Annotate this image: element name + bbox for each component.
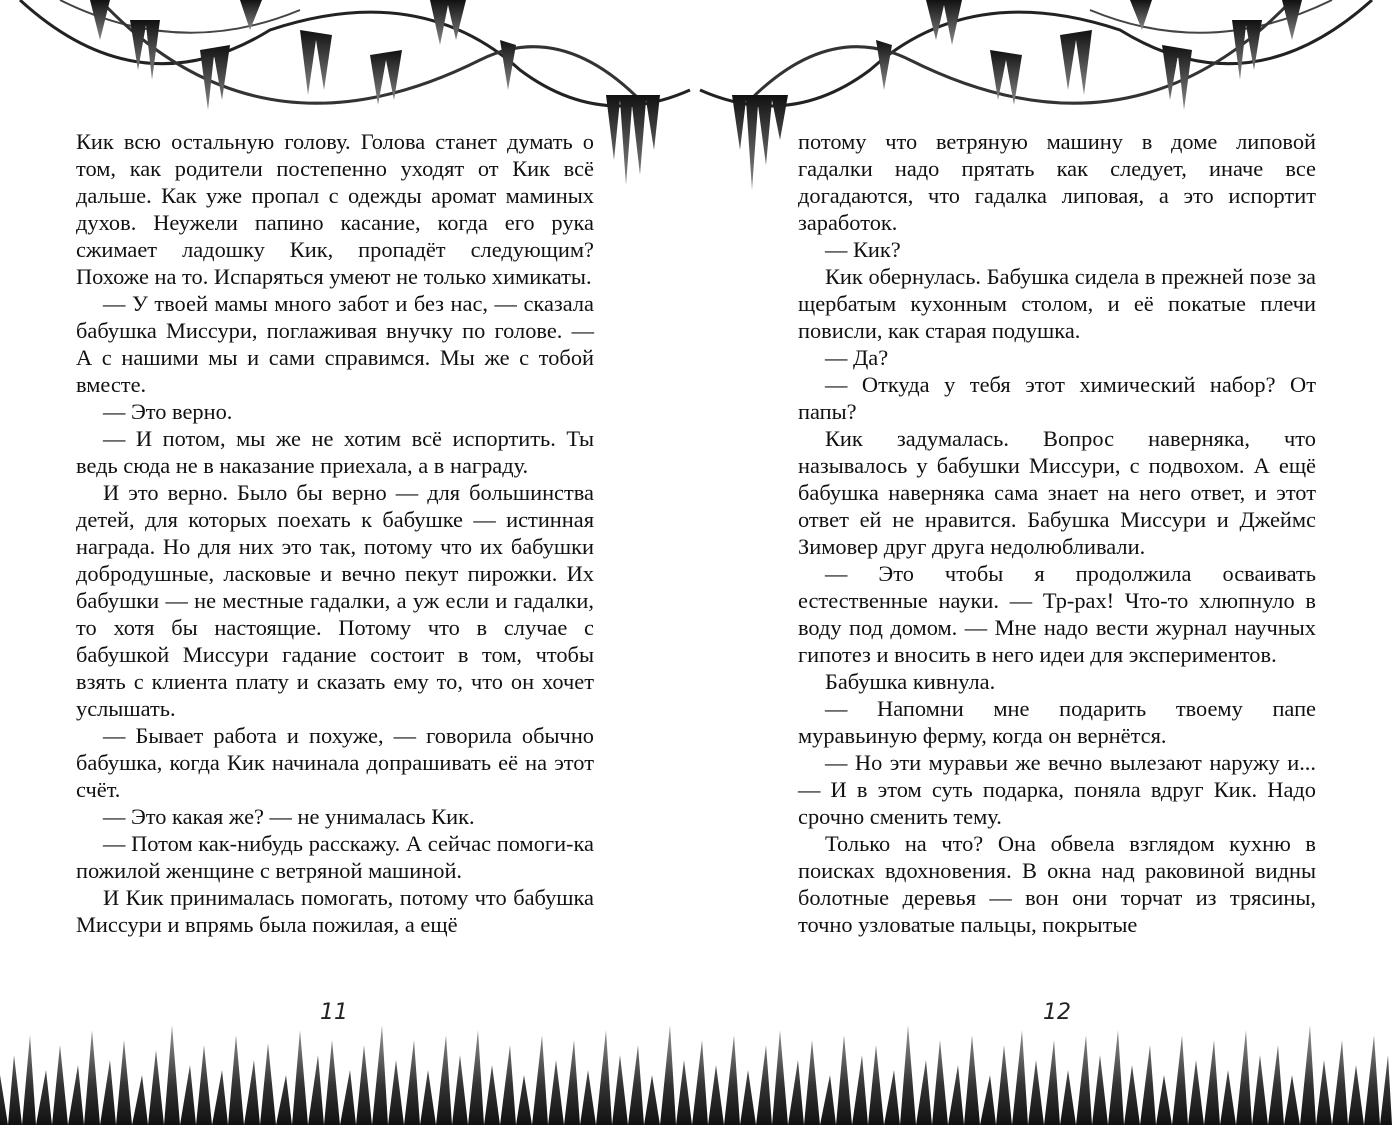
paragraph: — Напомни мне подарить твоему папе муравьиную ферму, когда он вернётся.: [798, 696, 1316, 748]
paragraph: — Это верно.: [103, 399, 233, 424]
paragraph: Только на что? Она обвела взглядом кухню в поисках вдохновения. В окна над раковиной видны болотные деревья — вон они торчат из трясины, точно узловатые пальцы, покрытые: [798, 831, 1316, 937]
paragraph: — Бывает работа и похуже, — говорила обычно бабушка, когда Кик начинала допрашивать её на этот счёт.: [76, 723, 594, 802]
paragraph: — И потом, мы же не хотим всё испортить. Ты ведь сюда не в наказание приехала, а в награду.: [76, 426, 594, 478]
paragraph: — Кик?: [825, 237, 901, 262]
paragraph: — Но эти муравьи же вечно вылезают наружу и... — И в этом суть подарка, поняла вдруг Кик. Надо срочно сменить тему.: [798, 750, 1316, 829]
paragraph: И это верно. Было бы верно — для большинства детей, для которых поехать к бабушке — истинная награда. Но для них это так, потому что их бабушки добродушные, ласковые и вечно пекут пирожки. Их бабушки — не местные гадалки, а уж если и гадалки, то хотя бы настоящие. Потому что в случае с бабушкой Миссури гадание состоит в том, чтобы взять с клиента плату и сказать ему то, что он хочет услышать.: [76, 480, 594, 721]
paragraph: — Это какая же? — не унималась Кик.: [103, 804, 475, 829]
paragraph: — Откуда у тебя этот химический набор? От папы?: [798, 372, 1316, 424]
grass-decoration: [0, 1015, 1392, 1125]
paragraph: потому что ветряную машину в доме липовой гадалки надо прятать как следует, иначе все догадаются, что гадалка липовая, а это испортит заработок.: [798, 129, 1316, 235]
paragraph: — Это чтобы я продолжила осваивать естественные науки. — Тр-рах! Что-то хлюпнуло в воду под домом. — Мне надо вести журнал научных гипотез и вносить в него идеи для экспериментов.: [798, 561, 1316, 667]
paragraph: И Кик принималась помогать, потому что бабушка Миссури и впрямь была пожилая, а ещё: [76, 885, 594, 937]
page-number-right: 12: [1043, 1000, 1071, 1025]
paragraph: Кик обернулась. Бабушка сидела в прежней позе за щербатым кухонным столом, и её покатые плечи повисли, как старая подушка.: [798, 264, 1316, 343]
paragraph: Кик всю остальную голову. Голова станет думать о том, как родители постепенно уходят от Кик всё дальше. Как уже пропал с одежды аромат маминых духов. Неужели папино касание, когда его рука сжимает ладошку Кик, пропадёт следующим? Похоже на то. Испаряться умеют не только химикаты.: [76, 129, 594, 289]
paragraph: — Потом как-нибудь расскажу. А сейчас помоги-ка пожилой женщине с ветряной машиной.: [76, 831, 594, 883]
paragraph: Кик задумалась. Вопрос наверняка, что называлось у бабушки Миссури, с подвохом. А ещё бабушка наверняка сама знает на него ответ, и этот ответ ей не нравится. Бабушка Миссури и Джеймс Зимовер друг друга недолюбливали.: [798, 426, 1316, 559]
page-number-left: 11: [320, 1000, 348, 1025]
right-page-text: [798, 128, 1316, 938]
paragraph: — У твоей мамы много забот и без нас, — сказала бабушка Миссури, поглаживая внучку по голове. — А с нашими мы и сами справимся. Мы же с тобой вместе.: [76, 291, 594, 397]
left-page-text: [76, 128, 594, 938]
paragraph: Бабушка кивнула.: [825, 669, 996, 694]
paragraph: — Да?: [825, 345, 889, 370]
